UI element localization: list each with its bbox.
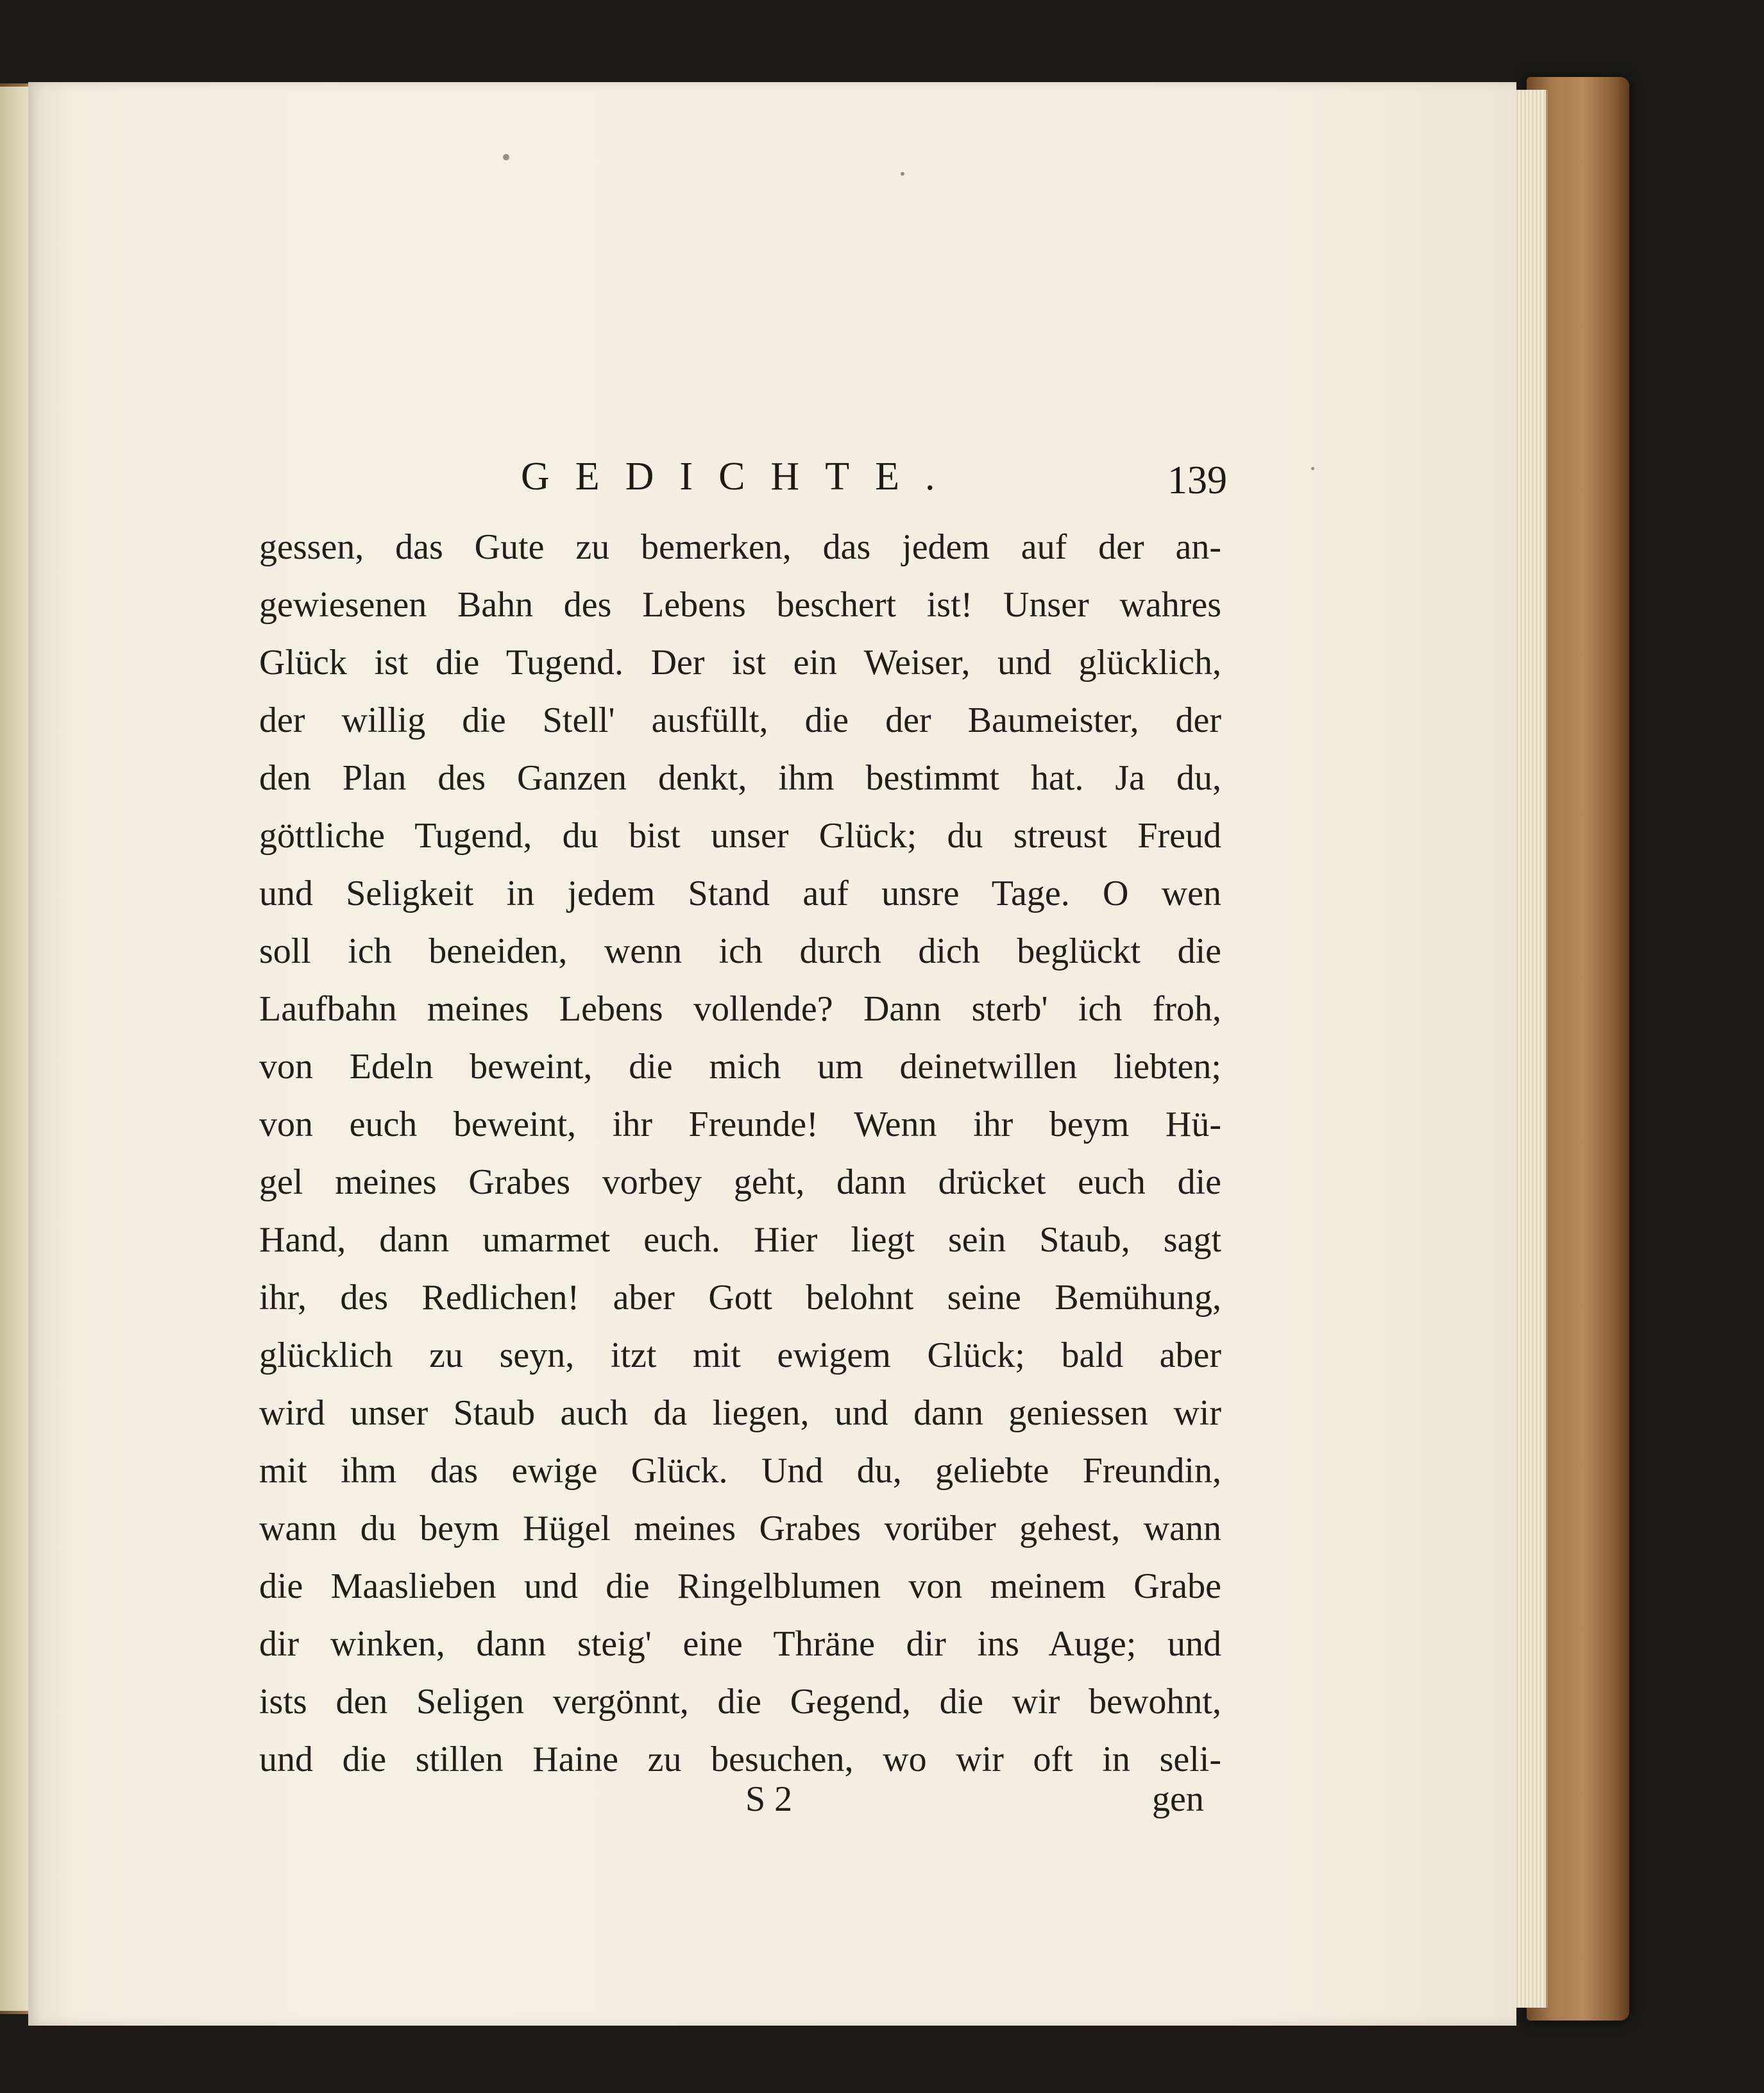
paper-speck (901, 172, 904, 176)
text-line: gewiesenen Bahn des Lebens beschert ist! Unser wahres (259, 585, 1221, 625)
text-line: Laufbahn meines Lebens vollende? Dann sterb' ich froh, (259, 989, 1221, 1029)
text-line: von Edeln beweint, die mich um deinetwillen liebten; (259, 1047, 1221, 1087)
book-page (28, 82, 1516, 2026)
text-line: göttliche Tugend, du bist unser Glück; du streust Freud (259, 816, 1221, 856)
text-line: gessen, das Gute zu bemerken, das jedem auf der an- (259, 527, 1221, 567)
text-line: dir winken, dann steig' eine Thräne dir ins Auge; und (259, 1624, 1221, 1664)
text-line: Glück ist die Tugend. Der ist ein Weiser, und glücklich, (259, 643, 1221, 682)
text-line: soll ich beneiden, wenn ich durch dich beglückt die (259, 931, 1221, 971)
paper-speck (503, 154, 509, 160)
text-line: gel meines Grabes vorbey geht, dann drücket euch die (259, 1162, 1221, 1202)
text-line: den Plan des Ganzen denkt, ihm bestimmt hat. Ja du, (259, 758, 1221, 798)
text-line: und die stillen Haine zu besuchen, wo wir oft in seli- (259, 1740, 1221, 1779)
body-text (259, 518, 1221, 1788)
text-line: glücklich zu seyn, itzt mit ewigem Glück; bald aber (259, 1335, 1221, 1375)
text-line: ihr, des Redlichen! aber Gott belohnt seine Bemühung, (259, 1278, 1221, 1318)
catchword: gen (1152, 1779, 1204, 1819)
paper-speck (1311, 467, 1314, 470)
text-line: von euch beweint, ihr Freunde! Wenn ihr beym Hü- (259, 1105, 1221, 1144)
running-head: GEDICHTE. (521, 455, 961, 498)
text-line: die Maaslieben und die Ringelblumen von meinem Grabe (259, 1566, 1221, 1606)
page-number: 139 (1167, 459, 1227, 502)
text-line: mit ihm das ewige Glück. Und du, geliebte Freundin, (259, 1451, 1221, 1491)
text-line: ists den Seligen vergönnt, die Gegend, die wir bewohnt, (259, 1682, 1221, 1722)
text-line: der willig die Stell' ausfüllt, die der Baumeister, der (259, 700, 1221, 740)
text-line: Hand, dann umarmet euch. Hier liegt sein Staub, sagt (259, 1220, 1221, 1260)
text-line: und Seligkeit in jedem Stand auf unsre Tage. O wen (259, 874, 1221, 913)
facing-page-edge (0, 87, 32, 2011)
signature-mark: S 2 (745, 1779, 793, 1819)
text-line: wann du beym Hügel meines Grabes vorüber gehest, wann (259, 1509, 1221, 1548)
page-header (28, 454, 1516, 505)
text-line: wird unser Staub auch da liegen, und dann geniessen wir (259, 1393, 1221, 1433)
